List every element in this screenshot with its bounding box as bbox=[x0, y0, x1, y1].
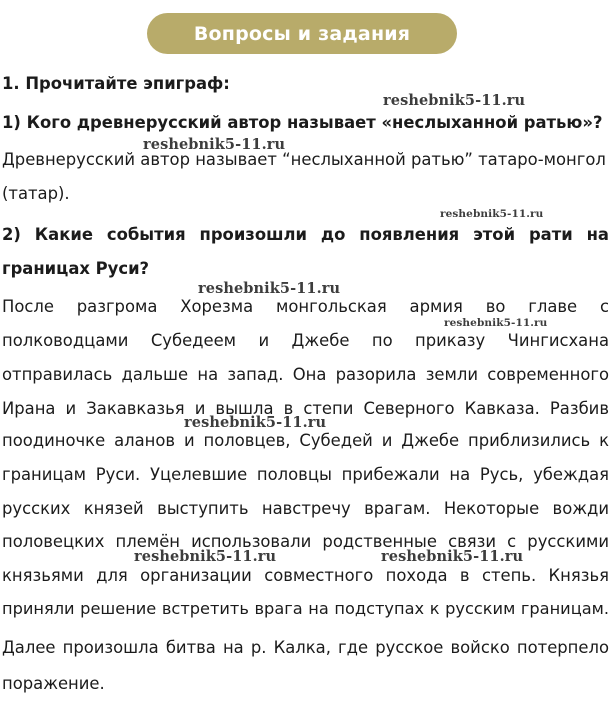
answer-2-line: После разгрома Хорезма монгольская армия во главе с bbox=[2, 297, 609, 316]
answer-2-line: русских князей выступить навстречу врагам. Некоторые вожди bbox=[2, 499, 609, 518]
watermark: reshebnik5-11.ru bbox=[198, 280, 341, 297]
answer-2-line: границам Руси. Уцелевшие половцы прибежали на Русь, убеждая bbox=[2, 465, 609, 484]
task-heading: 1. Прочитайте эпиграф: bbox=[2, 74, 230, 93]
answer-1-line: (татар). bbox=[2, 184, 70, 203]
answer-2-line: поражение. bbox=[2, 674, 105, 693]
watermark: reshebnik5-11.ru bbox=[381, 548, 524, 565]
watermark: reshebnik5-11.ru bbox=[184, 414, 327, 431]
answer-2-line: половецких племён использовали родственные связи с русскими bbox=[2, 532, 609, 551]
watermark: reshebnik5-11.ru bbox=[440, 208, 544, 220]
watermark: reshebnik5-11.ru bbox=[143, 136, 286, 153]
answer-2-line: Ирана и Закавказья и вышла в степи Северного Кавказа. Разбив bbox=[2, 399, 609, 418]
section-header bbox=[147, 13, 457, 54]
question-2-line: 2) Какие события произошли до появления этой рати на bbox=[2, 225, 609, 244]
answer-2-line: князьями для организации совместного похода в степь. Князья bbox=[2, 566, 609, 585]
watermark: reshebnik5-11.ru bbox=[383, 92, 526, 109]
watermark: reshebnik5-11.ru bbox=[444, 317, 548, 329]
answer-2-line: Далее произошла битва на р. Калка, где русское войско потерпело bbox=[2, 638, 609, 657]
answer-2-line: полководцами Субедеем и Джебе по приказу Чингисхана bbox=[2, 331, 609, 350]
answer-2-line: приняли решение встретить врага на подступах к русским границам. bbox=[2, 599, 609, 618]
answer-1-line: Древнерусский автор называет “неслыханной ратью” татаро-монгол bbox=[2, 150, 606, 169]
answer-2-line: поодиночке аланов и половцев, Субедей и Джебе приблизились к bbox=[2, 431, 609, 450]
watermark: reshebnik5-11.ru bbox=[134, 548, 277, 565]
answer-2-line: отправилась дальше на запад. Она разорила земли современного bbox=[2, 365, 609, 384]
question-2-line: границах Руси? bbox=[2, 259, 150, 278]
section-title: Вопросы и задания bbox=[193, 22, 411, 45]
question-1: 1) Кого древнерусский автор называет «неслыханной ратью»? bbox=[2, 113, 603, 132]
